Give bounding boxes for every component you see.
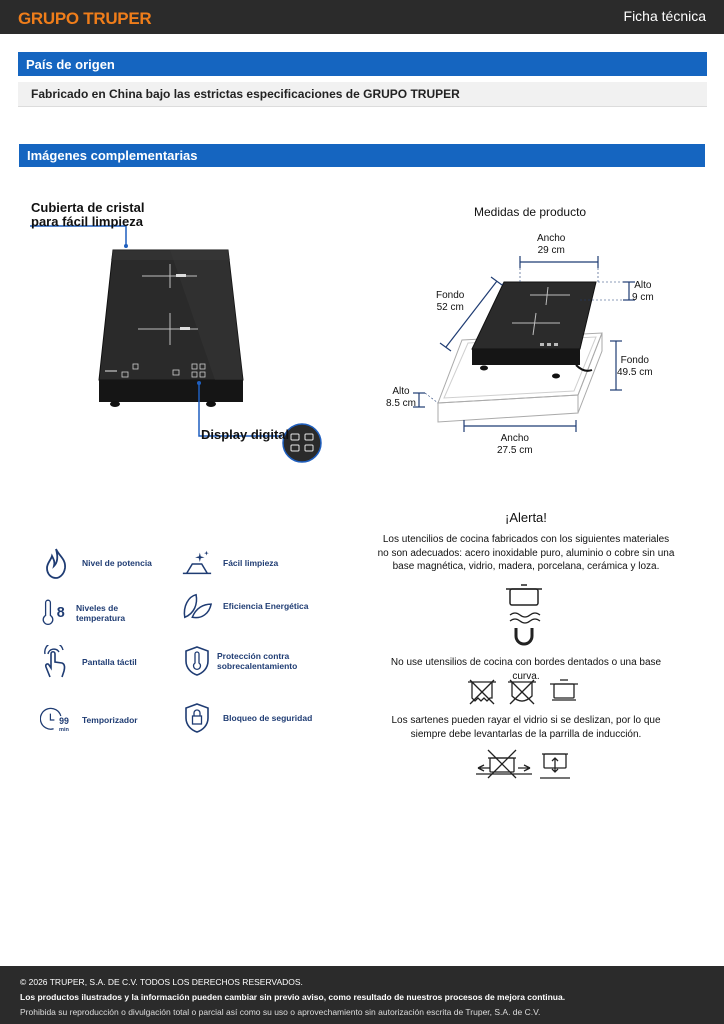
flame-icon <box>40 546 72 580</box>
feature-overheat-protection <box>181 644 297 678</box>
dim-ancho-top: Ancho 29 cm <box>537 233 566 256</box>
feature-safety-lock <box>181 701 312 735</box>
feature-timer <box>40 703 138 737</box>
footer-prohibition: Prohibida su reproducción o divulgación total o parcial así como su uso o aprovechamiento sin autorización escrita de Truper, S.A. de C.V. <box>20 1007 541 1017</box>
timer-number: 99 <box>59 716 69 726</box>
feature-temperature-levels <box>40 596 125 630</box>
origin-text <box>18 82 707 107</box>
alert-text-edges: No use utensilios de cocina con bordes dentados o una base curva. <box>390 657 662 682</box>
sparkle-surface-icon <box>181 546 213 580</box>
pot-magnet-icon <box>504 581 544 647</box>
shield-thermometer-icon <box>181 644 213 678</box>
shield-lock-icon <box>181 701 213 735</box>
alert-text-materials: Los utencilios de cocina fabricados con los siguientes materiales no son adecuados: acero inoxidable puro, aluminio o cobre sin una base magnética, vidrio, madera, porcelana, cerámica y loza. <box>377 534 675 572</box>
feature-label: Eficiencia Energética <box>223 601 309 611</box>
alert-text-lift: Los sartenes pueden rayar el vidrio si se deslizan, por lo que siempre debe levantarlas de la parrilla de inducción. <box>391 715 661 740</box>
alert-title: ¡Alerta! <box>505 510 547 525</box>
origin-text-value: Fabricado en China bajo las estrictas especificaciones de GRUPO TRUPER <box>31 87 460 101</box>
timer-unit: min <box>59 727 69 734</box>
feature-label: Bloqueo de seguridad <box>223 713 313 723</box>
dim-alto-right: Alto 9 cm <box>632 280 654 303</box>
dimensions-diagram <box>380 225 680 460</box>
feature-label: Temporizador <box>82 715 138 725</box>
dim-fondo-left: Fondo 52 cm <box>436 290 465 313</box>
lift-pan-icons <box>476 746 576 782</box>
origin-section-header <box>18 52 707 76</box>
brand-logo: GRUPO TRUPER <box>18 9 152 28</box>
timer-99-icon <box>40 703 72 737</box>
top-bar <box>0 0 724 34</box>
touch-hand-icon <box>40 645 72 679</box>
feature-easy-clean <box>181 546 278 580</box>
thermometer-8-icon <box>40 596 72 630</box>
glass-caption: Cubierta de cristal para fácil limpieza <box>31 200 145 229</box>
dimensions-title: Medidas de producto <box>474 205 587 219</box>
feature-energy-efficiency <box>181 589 309 623</box>
origin-section-title: País de origen <box>26 56 115 72</box>
feature-label: Nivel de potencia <box>82 558 152 568</box>
thermometer-number: 8 <box>56 605 65 621</box>
images-section-title: Imágenes complementarias <box>27 148 198 163</box>
dim-fondo-right: Fondo 49.5 cm <box>617 355 653 378</box>
feature-label: Pantalla táctil <box>82 657 137 667</box>
footer-disclaimer: Los productos ilustrados y la información pueden cambiar sin previo aviso, como resultado de nuestros procesos de mejora continua. <box>20 992 566 1002</box>
display-caption: Display digital <box>201 427 290 442</box>
feature-label: Protección contra sobrecalentamiento <box>217 651 298 671</box>
dim-ancho-bottom: Ancho 27.5 cm <box>497 433 533 456</box>
cookware-base-icons <box>466 676 586 706</box>
footer <box>0 966 724 1024</box>
feature-power-level <box>40 546 152 580</box>
images-section-header <box>19 144 705 167</box>
feature-label: Niveles de temperatura <box>76 603 126 623</box>
footer-copyright: © 2026 TRUPER, S.A. DE C.V. TODOS LOS DERECHOS RESERVADOS. <box>20 977 303 987</box>
dim-alto-left: Alto 8.5 cm <box>386 386 417 409</box>
document-title: Ficha técnica <box>623 8 706 24</box>
feature-label: Fácil limpieza <box>223 558 279 568</box>
feature-touch-screen <box>40 645 137 679</box>
leaves-icon <box>181 589 213 623</box>
